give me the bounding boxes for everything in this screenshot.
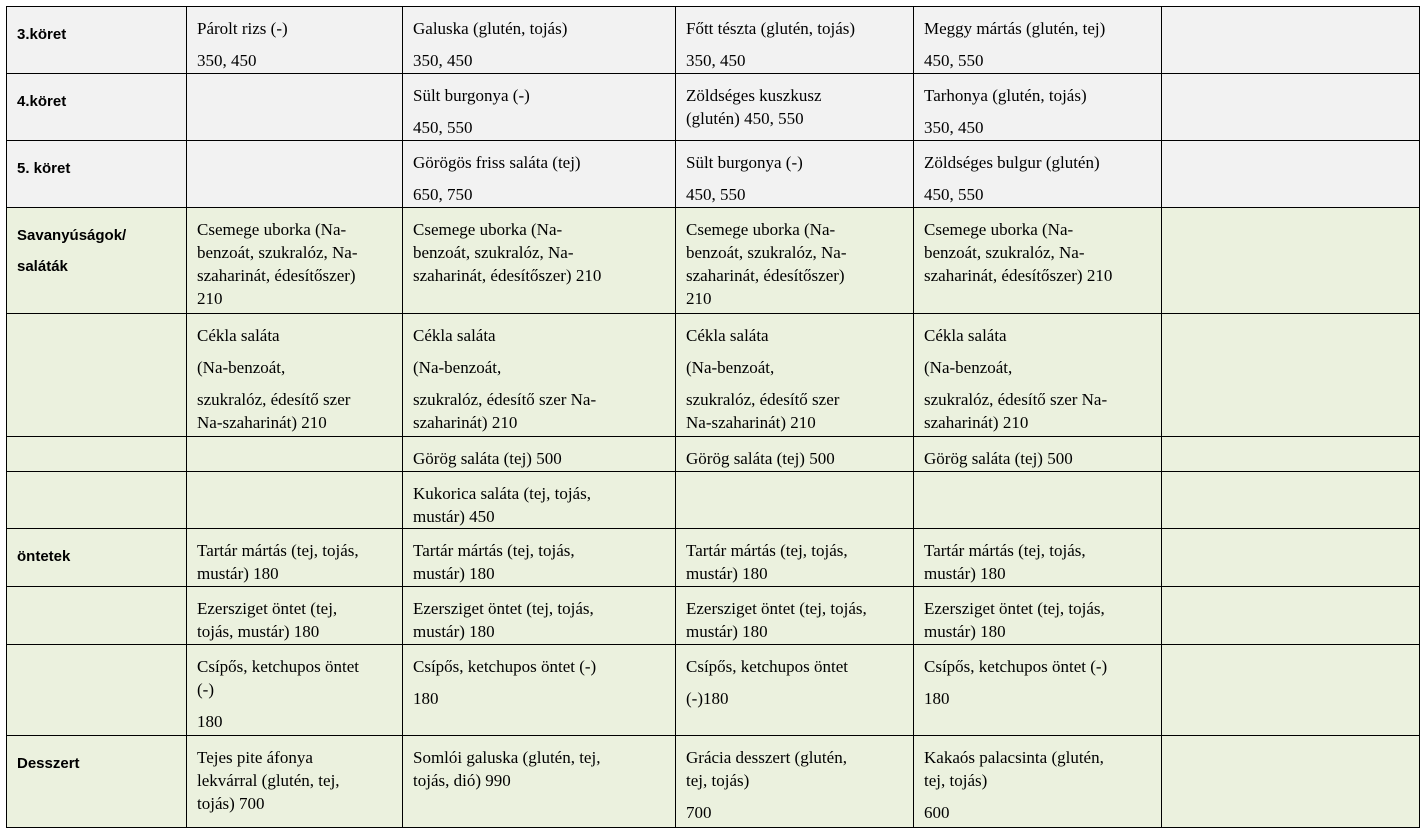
menu-cell: [1162, 529, 1420, 587]
menu-cell: [676, 736, 914, 828]
menu-cell: [403, 736, 676, 828]
menu-cell: [1162, 587, 1420, 645]
menu-item-text: 180: [924, 689, 950, 708]
row-label-cell: [7, 141, 187, 208]
menu-row: [7, 7, 1420, 74]
menu-item-text: (Na-benzoát,: [924, 358, 1013, 377]
menu-cell: [187, 141, 403, 208]
row-label-line: saláták: [17, 258, 68, 275]
menu-item-text: Tartár mártás (tej, tojás,: [686, 541, 848, 560]
row-label-cell: [7, 74, 187, 141]
menu-item: [1162, 529, 1419, 539]
menu-cell: [403, 74, 676, 141]
menu-item-text: mustár) 180: [413, 564, 495, 583]
menu-item: [676, 529, 913, 585]
menu-cell: [914, 314, 1162, 437]
menu-cell: [914, 472, 1162, 529]
menu-item-text: Meggy mártás (glutén, tej): [924, 19, 1106, 38]
menu-item-text: Csípős, ketchupos öntet (-): [413, 657, 597, 676]
menu-item-text: mustár) 180: [686, 622, 768, 641]
menu-item-text: Tejes pite áfonya: [197, 748, 313, 767]
menu-item-text: mustár) 180: [924, 622, 1006, 641]
menu-item-text: szukralóz, édesítő szer Na-: [924, 390, 1108, 409]
row-label-line: 3.köret: [17, 26, 67, 43]
menu-item-text: szukralóz, édesítő szer Na-: [413, 390, 597, 409]
menu-item: [914, 74, 1161, 139]
menu-item: [403, 141, 675, 206]
menu-cell: [403, 472, 676, 529]
menu-item-text: Zöldséges bulgur (glutén): [924, 153, 1100, 172]
side-dish-5-label: [7, 141, 186, 184]
menu-item-text: benzoát, szukralóz, Na-: [413, 243, 574, 262]
menu-item-text: benzoát, szukralóz, Na-: [197, 243, 358, 262]
menu-item-text: Ezersziget öntet (tej,: [197, 599, 338, 618]
menu-item-text: Csemege uborka (Na-: [924, 220, 1074, 239]
row-label-cell: [7, 437, 187, 472]
menu-item-text: 450, 550: [686, 185, 746, 204]
menu-item-text: tojás, dió) 990: [413, 771, 511, 790]
menu-item-text: 450, 550: [924, 51, 984, 70]
menu-item: [187, 529, 402, 585]
menu-item: [914, 7, 1161, 72]
menu-item-text: 350, 450: [924, 118, 984, 137]
menu-cell: [187, 74, 403, 141]
menu-item: [403, 587, 675, 643]
menu-cell: [187, 472, 403, 529]
menu-item: [1162, 472, 1419, 482]
menu-item-text: (glutén) 450, 550: [686, 109, 804, 128]
menu-cell: [187, 587, 403, 645]
menu-item-text: 450, 550: [924, 185, 984, 204]
menu-item-text: 210: [197, 289, 223, 308]
menu-item-text: Na-szaharinát) 210: [686, 413, 816, 432]
menu-cell: [187, 437, 403, 472]
menu-cell: [1162, 472, 1420, 529]
menu-item: [1162, 736, 1419, 746]
row-label-cell: [7, 645, 187, 736]
menu-cell: [914, 587, 1162, 645]
row-label-line: öntetek: [17, 548, 71, 565]
menu-item-text: Cékla saláta: [197, 326, 280, 345]
menu-item-text: Tartár mártás (tej, tojás,: [924, 541, 1086, 560]
menu-item: [676, 587, 913, 643]
menu-item: [914, 587, 1161, 643]
menu-item-text: Cékla saláta: [413, 326, 496, 345]
menu-item: [1162, 7, 1419, 17]
menu-cell: [1162, 7, 1420, 74]
menu-row: [7, 645, 1420, 736]
menu-item-text: Sült burgonya (-): [686, 153, 803, 172]
menu-item: [676, 314, 913, 434]
menu-item-text: Csemege uborka (Na-: [413, 220, 563, 239]
menu-cell: [403, 7, 676, 74]
menu-row: [7, 587, 1420, 645]
menu-item-text: (Na-benzoát,: [413, 358, 502, 377]
row-label: [7, 314, 186, 326]
menu-item: [914, 645, 1161, 710]
menu-row: [7, 141, 1420, 208]
menu-item-text: Somlói galuska (glutén, tej,: [413, 748, 601, 767]
menu-cell: [1162, 74, 1420, 141]
menu-item-text: (Na-benzoát,: [197, 358, 286, 377]
menu-item-text: benzoát, szukralóz, Na-: [924, 243, 1085, 262]
pickles-salads-label: [7, 208, 186, 282]
menu-cell: [914, 529, 1162, 587]
menu-cell: [403, 437, 676, 472]
menu-item: [1162, 587, 1419, 597]
menu-item-text: Főtt tészta (glutén, tojás): [686, 19, 856, 38]
menu-cell: [1162, 141, 1420, 208]
menu-item-text: szaharinát, édesítőszer): [197, 266, 356, 285]
menu-cell: [187, 645, 403, 736]
menu-item-text: (-)180: [686, 689, 729, 708]
menu-item-text: Tartár mártás (tej, tojás,: [413, 541, 575, 560]
menu-cell: [676, 141, 914, 208]
dressings-label: [7, 529, 186, 572]
menu-item-text: Ezersziget öntet (tej, tojás,: [413, 599, 594, 618]
menu-item-text: Párolt rizs (-): [197, 19, 288, 38]
menu-cell: [1162, 314, 1420, 437]
menu-cell: [187, 736, 403, 828]
row-label-line: 5. köret: [17, 160, 71, 177]
menu-item-text: szaharinát) 210: [413, 413, 518, 432]
menu-item: [187, 208, 402, 310]
menu-item: [403, 437, 675, 470]
menu-cell: [676, 529, 914, 587]
menu-row: [7, 74, 1420, 141]
menu-item: [1162, 141, 1419, 151]
row-label: [7, 437, 186, 449]
menu-item-text: Csípős, ketchupos öntet: [197, 657, 359, 676]
row-label: [7, 587, 186, 599]
menu-item: [1162, 74, 1419, 84]
side-dish-3-label: [7, 7, 186, 50]
menu-item-text: Ezersziget öntet (tej, tojás,: [924, 599, 1105, 618]
menu-item-text: benzoát, szukralóz, Na-: [686, 243, 847, 262]
menu-cell: [914, 736, 1162, 828]
menu-cell: [403, 587, 676, 645]
menu-cell: [403, 141, 676, 208]
menu-item-text: Tarhonya (glutén, tojás): [924, 86, 1087, 105]
row-label-cell: [7, 7, 187, 74]
menu-item: [676, 74, 913, 130]
menu-item-text: szaharinát, édesítőszer): [686, 266, 845, 285]
menu-item: [676, 736, 913, 824]
row-label-line: Desszert: [17, 755, 80, 772]
menu-cell: [187, 7, 403, 74]
menu-item: [187, 7, 402, 72]
menu-item-text: 210: [686, 289, 712, 308]
menu-item-text: tojás, mustár) 180: [197, 622, 320, 641]
menu-item: [187, 587, 402, 643]
menu-item: [187, 141, 402, 151]
menu-item: [676, 472, 913, 482]
row-label: [7, 645, 186, 657]
menu-item: [676, 437, 913, 470]
menu-item: [914, 472, 1161, 482]
menu-cell: [1162, 645, 1420, 736]
menu-item-text: Galuska (glutén, tojás): [413, 19, 568, 38]
menu-item: [1162, 645, 1419, 655]
menu-cell: [403, 529, 676, 587]
menu-item-text: Sült burgonya (-): [413, 86, 530, 105]
menu-item-text: Ezersziget öntet (tej, tojás,: [686, 599, 867, 618]
menu-cell: [187, 529, 403, 587]
menu-item: [1162, 437, 1419, 447]
menu-item-text: szukralóz, édesítő szer: [686, 390, 840, 409]
menu-item-text: lekvárral (glutén, tej,: [197, 771, 340, 790]
menu-cell: [914, 208, 1162, 314]
menu-item: [187, 314, 402, 434]
menu-item: [676, 7, 913, 72]
menu-cell: [676, 74, 914, 141]
side-dish-4-label: [7, 74, 186, 117]
menu-cell: [1162, 736, 1420, 828]
menu-item-text: Csemege uborka (Na-: [686, 220, 836, 239]
menu-item: [914, 314, 1161, 434]
menu-item: [403, 74, 675, 139]
row-label-cell: [7, 472, 187, 529]
menu-cell: [676, 645, 914, 736]
menu-item-text: (Na-benzoát,: [686, 358, 775, 377]
row-label-cell: [7, 208, 187, 314]
menu-cell: [914, 437, 1162, 472]
menu-item: [914, 529, 1161, 585]
menu-item: [187, 645, 402, 733]
menu-item: [403, 472, 675, 528]
menu-item: [1162, 314, 1419, 324]
menu-cell: [403, 208, 676, 314]
menu-item: [914, 437, 1161, 470]
menu-row: [7, 208, 1420, 314]
row-label-line: 4.köret: [17, 93, 67, 110]
menu-cell: [676, 587, 914, 645]
menu-item-text: szukralóz, édesítő szer: [197, 390, 351, 409]
menu-row: [7, 472, 1420, 529]
menu-row: [7, 314, 1420, 437]
menu-item: [187, 736, 402, 815]
menu-item-text: tojás) 700: [197, 794, 265, 813]
menu-item: [1162, 208, 1419, 218]
menu-cell: [914, 74, 1162, 141]
menu-item-text: tej, tojás): [686, 771, 750, 790]
menu-item-text: Görögös friss saláta (tej): [413, 153, 581, 172]
menu-item-text: 600: [924, 803, 950, 822]
menu-item: [914, 208, 1161, 287]
menu-item-text: Csípős, ketchupos öntet: [686, 657, 848, 676]
menu-item-text: szaharinát, édesítőszer) 210: [924, 266, 1113, 285]
menu-item-text: 350, 450: [197, 51, 257, 70]
menu-item-text: 350, 450: [413, 51, 473, 70]
row-label-line: Savanyúságok/: [17, 227, 127, 244]
menu-cell: [676, 472, 914, 529]
menu-item-text: 650, 750: [413, 185, 473, 204]
menu-item: [403, 208, 675, 287]
menu-item-text: szaharinát, édesítőszer) 210: [413, 266, 602, 285]
row-label-cell: [7, 314, 187, 437]
menu-item-text: Zöldséges kuszkusz: [686, 86, 822, 105]
menu-item: [914, 736, 1161, 824]
menu-item-text: Tartár mártás (tej, tojás,: [197, 541, 359, 560]
menu-item-text: Kukorica saláta (tej, tojás,: [413, 484, 591, 503]
menu-item-text: 450, 550: [413, 118, 473, 137]
menu-item: [676, 208, 913, 310]
menu-item: [914, 141, 1161, 206]
menu-item-text: szaharinát) 210: [924, 413, 1029, 432]
menu-table: [6, 6, 1420, 828]
menu-item-text: Görög saláta (tej) 500: [924, 449, 1073, 468]
menu-item-text: mustár) 450: [413, 507, 495, 526]
menu-item: [187, 472, 402, 482]
row-label: [7, 472, 186, 484]
menu-item-text: Cékla saláta: [686, 326, 769, 345]
menu-item: [403, 7, 675, 72]
menu-item-text: 180: [197, 712, 223, 731]
menu-cell: [914, 645, 1162, 736]
menu-item: [676, 645, 913, 710]
menu-cell: [187, 314, 403, 437]
menu-item-text: mustár) 180: [413, 622, 495, 641]
menu-item: [403, 314, 675, 434]
menu-row: [7, 437, 1420, 472]
menu-item: [676, 141, 913, 206]
menu-cell: [676, 314, 914, 437]
menu-item-text: Görög saláta (tej) 500: [686, 449, 835, 468]
menu-item-text: mustár) 180: [924, 564, 1006, 583]
menu-item-text: Csemege uborka (Na-: [197, 220, 347, 239]
menu-item-text: Na-szaharinát) 210: [197, 413, 327, 432]
menu-item-text: 180: [413, 689, 439, 708]
menu-cell: [676, 7, 914, 74]
menu-item-text: Grácia desszert (glutén,: [686, 748, 847, 767]
menu-row: [7, 736, 1420, 828]
menu-item-text: (-): [197, 680, 214, 699]
menu-item: [187, 74, 402, 84]
dessert-label: [7, 736, 186, 779]
menu-item-text: mustár) 180: [686, 564, 768, 583]
menu-table-body: [7, 7, 1420, 828]
menu-cell: [1162, 437, 1420, 472]
row-label-cell: [7, 529, 187, 587]
menu-item: [403, 736, 675, 792]
menu-cell: [187, 208, 403, 314]
menu-item-text: Kakaós palacsinta (glutén,: [924, 748, 1104, 767]
menu-row: [7, 529, 1420, 587]
menu-cell: [676, 437, 914, 472]
row-label-cell: [7, 736, 187, 828]
menu-item-text: 700: [686, 803, 712, 822]
menu-item: [403, 529, 675, 585]
menu-cell: [914, 141, 1162, 208]
menu-item-text: Görög saláta (tej) 500: [413, 449, 562, 468]
menu-item: [187, 437, 402, 447]
menu-item-text: Csípős, ketchupos öntet (-): [924, 657, 1108, 676]
menu-cell: [914, 7, 1162, 74]
menu-cell: [676, 208, 914, 314]
menu-cell: [403, 314, 676, 437]
menu-cell: [403, 645, 676, 736]
menu-item-text: Cékla saláta: [924, 326, 1007, 345]
menu-item: [403, 645, 675, 710]
menu-item-text: 350, 450: [686, 51, 746, 70]
menu-item-text: tej, tojás): [924, 771, 988, 790]
menu-cell: [1162, 208, 1420, 314]
row-label-cell: [7, 587, 187, 645]
menu-item-text: mustár) 180: [197, 564, 279, 583]
